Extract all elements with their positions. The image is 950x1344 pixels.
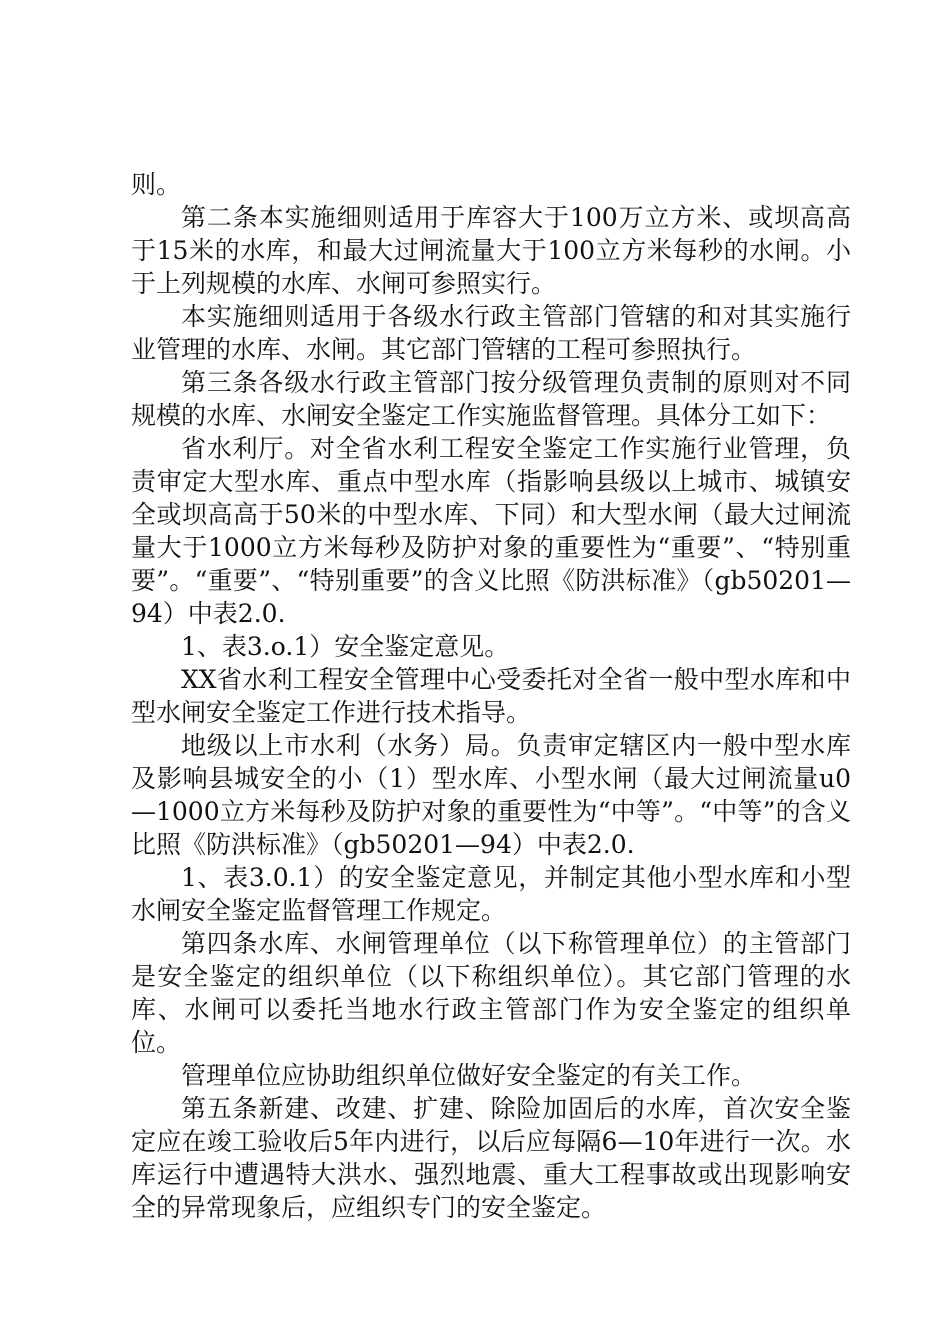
paragraph-9: 第四条水库、水闸管理单位（以下称管理单位）的主管部门是安全鉴定的组织单位（以下称组织单位）。其它部门管理的水库、水闸可以委托当地水行政主管部门作为安全鉴定的组织单位。	[131, 929, 851, 1057]
paragraph-3: 第三条各级水行政主管部门按分级管理负责制的原则对不同规模的水库、水闸安全鉴定工作实施监督管理。具体分工如下：	[131, 368, 851, 430]
paragraph-0: 则。	[131, 170, 182, 199]
paragraph-1: 第二条本实施细则适用于库容大于100万立方米、或坝高高于15米的水库，和最大过闸流量大于100立方米每秒的水闸。小于上列规模的水库、水闸可参照实行。	[131, 203, 851, 298]
paragraph-10: 管理单位应协助组织单位做好安全鉴定的有关工作。	[181, 1061, 757, 1090]
paragraph-5: 1、表3.o.1）安全鉴定意见。	[181, 632, 510, 661]
document-body	[131, 168, 851, 1224]
paragraph-7: 地级以上市水利（水务）局。负责审定辖区内一般中型水库及影响县城安全的小（1）型水库、小型水闸（最大过闸流量u0—1000立方米每秒及防护对象的重要性为“中等”。“中等”的含义比照《防洪标准》（gb50201—94）中表2.0.	[131, 731, 851, 859]
paragraph-8: 1、表3.0.1）的安全鉴定意见，并制定其他小型水库和小型水闸安全鉴定监督管理工作规定。	[131, 863, 851, 925]
paragraph-2: 本实施细则适用于各级水行政主管部门管辖的和对其实施行业管理的水库、水闸。其它部门管辖的工程可参照执行。	[131, 302, 851, 364]
paragraph-6: XX省水利工程安全管理中心受委托对全省一般中型水库和中型水闸安全鉴定工作进行技术指导。	[131, 665, 851, 727]
paragraph-4: 省水利厅。对全省水利工程安全鉴定工作实施行业管理，负责审定大型水库、重点中型水库（指影响县级以上城市、城镇安全或坝高高于50米的中型水库、下同）和大型水闸（最大过闸流量大于1000立方米每秒及防护对象的重要性为“重要”、“特别重要”。“重要”、“特别重要”的含义比照《防洪标准》（gb50201—94）中表2.0.	[131, 434, 851, 628]
paragraph-11: 第五条新建、改建、扩建、除险加固后的水库，首次安全鉴定应在竣工验收后5年内进行，以后应每隔6—10年进行一次。水库运行中遭遇特大洪水、强烈地震、重大工程事故或出现影响安全的异常现象后，应组织专门的安全鉴定。	[131, 1094, 851, 1222]
